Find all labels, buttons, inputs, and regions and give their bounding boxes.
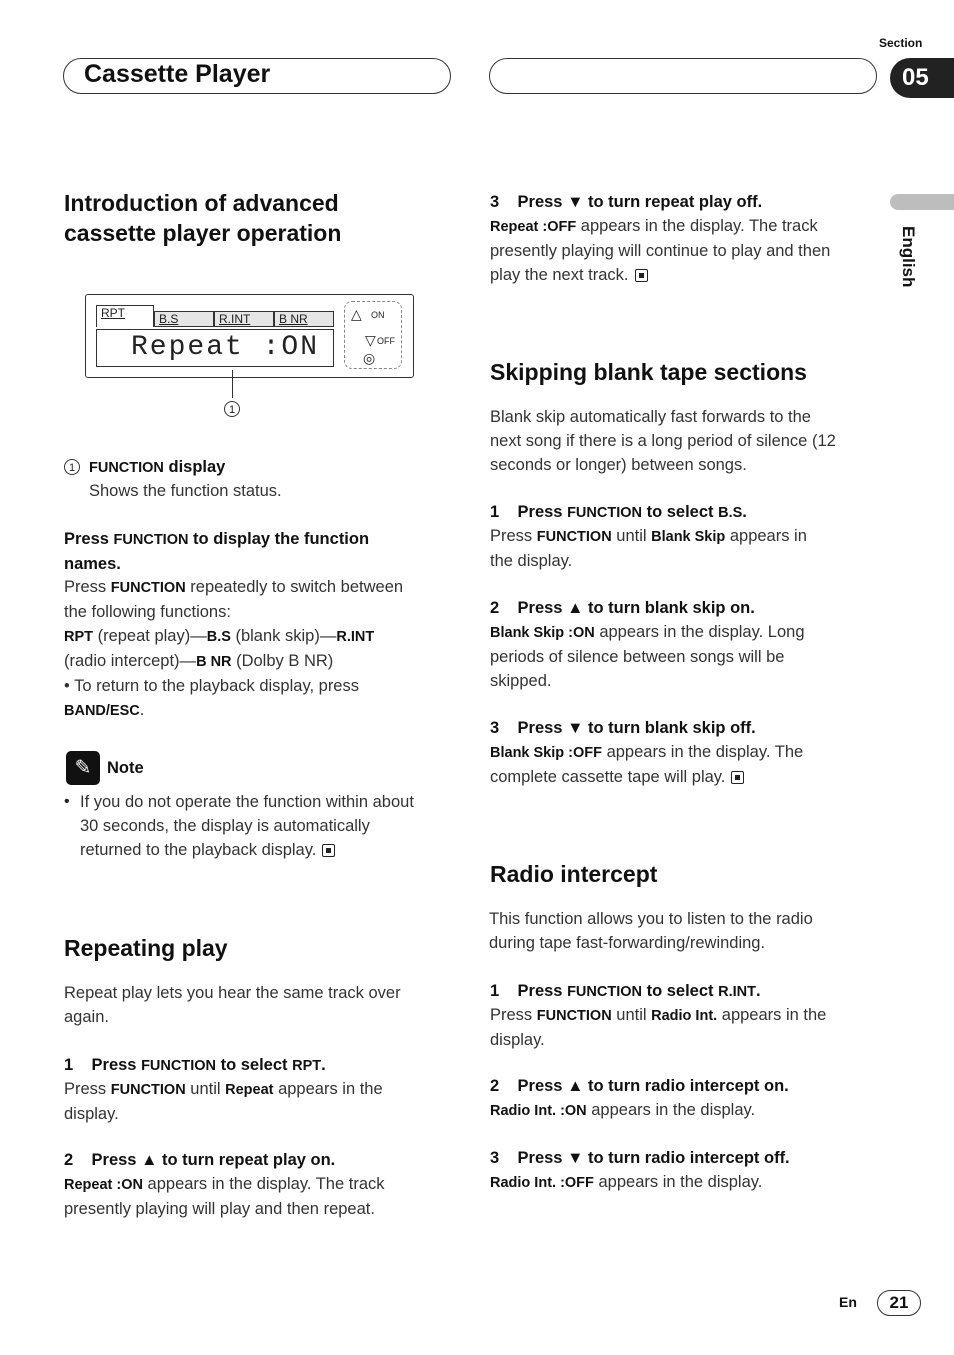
section-label: Section <box>879 36 923 50</box>
side-tab-marker <box>890 194 954 210</box>
page-number: 21 <box>877 1290 921 1316</box>
note-label: Note <box>107 759 144 777</box>
radio-step3-body: Radio Int. :OFF appears in the display. <box>490 1173 763 1191</box>
lcd-screen-text: Repeat :ON <box>96 329 334 367</box>
joystick-icon: ◎ <box>363 350 376 366</box>
blank-heading: Skipping blank tape sections <box>490 359 807 385</box>
down-arrow-icon: ▽ <box>365 332 376 348</box>
repeating-step1-title: 1 Press FUNCTION to select RPT. <box>64 1056 326 1074</box>
blank-step3-title: 3 Press ▼ to turn blank skip off. <box>490 719 756 737</box>
end-mark-icon <box>322 844 335 857</box>
intro-heading <box>64 188 341 248</box>
repeating-step1-body: Press FUNCTION until Repeat appears in the display. <box>64 1080 383 1123</box>
radio-step2-title: 2 Press ▲ to turn radio intercept on. <box>490 1077 789 1095</box>
off-label: OFF <box>377 336 395 346</box>
note-bullet: • <box>64 793 70 810</box>
repeating-heading: Repeating play <box>64 935 228 961</box>
lcd-tab-rpt: RPT <box>96 305 154 327</box>
blank-desc: Blank skip automatically fast forwards to the next song if there is a long period of silence (12 seconds or longer) between songs. <box>490 408 836 474</box>
footer-language: En <box>839 1294 857 1310</box>
callout-line <box>232 370 233 398</box>
end-mark-icon <box>635 269 648 282</box>
blank-step1-body: Press FUNCTION until Blank Skip appears in the display. <box>490 527 807 570</box>
lcd-tab-bnr: B NR <box>274 311 334 327</box>
blank-step3-body: Blank Skip :OFF appears in the display. The complete cassette tape will play. <box>490 743 804 786</box>
radio-step1-title: 1 Press FUNCTION to select R.INT. <box>490 982 761 1000</box>
up-arrow-icon: △ <box>351 306 362 322</box>
intro-heading-line2: cassette player operation <box>64 220 342 246</box>
page-title: Cassette Player <box>84 60 271 88</box>
radio-step1-body: Press FUNCTION until Radio Int. appears in the display. <box>490 1006 827 1049</box>
header-empty-frame <box>489 58 877 94</box>
legend-title: FUNCTION display <box>89 458 226 476</box>
lcd-tab-rint: R.INT <box>214 311 274 327</box>
function-step-title: Press FUNCTION to display the function names. <box>64 530 370 573</box>
lcd-tab-bs: B.S <box>154 311 214 327</box>
end-mark-icon <box>731 771 744 784</box>
intro-heading-line1: Introduction of advanced <box>64 190 339 216</box>
radio-step2-body: Radio Int. :ON appears in the display. <box>490 1101 756 1119</box>
repeating-step3-body: Repeat :OFF appears in the display. The track presently playing will continue to play and then play the next track. <box>490 217 831 284</box>
repeating-step2-title: 2 Press ▲ to turn repeat play on. <box>64 1151 336 1169</box>
blank-step1-title: 1 Press FUNCTION to select B.S. <box>490 503 747 521</box>
legend-description: Shows the function status. <box>89 482 282 500</box>
repeating-step3-title: 3 Press ▼ to turn repeat play off. <box>490 193 763 211</box>
radio-heading: Radio intercept <box>490 861 658 887</box>
section-number: 05 <box>890 58 954 98</box>
note-pencil-icon: ✎ <box>66 751 100 785</box>
callout-marker: 1 <box>224 400 240 418</box>
radio-step3-title: 3 Press ▼ to turn radio intercept off. <box>490 1149 790 1167</box>
repeating-desc: Repeat play lets you hear the same track over again. <box>64 984 401 1026</box>
blank-step2-body: Blank Skip :ON appears in the display. Long periods of silence between songs will be skipped. <box>490 623 805 690</box>
function-step-body: Press FUNCTION repeatedly to switch between the following functions: RPT (repeat play)—B.S (blank skip)—R.INT (radio intercept)—B NR (Dolby B NR) • To return to the playback display, press BAND/ESC. <box>64 578 404 719</box>
lcd-arrow-icons <box>344 301 402 369</box>
legend-marker: 1 <box>64 458 80 476</box>
lcd-display-illustration <box>85 294 414 378</box>
on-label: ON <box>371 310 385 320</box>
repeating-step2-body: Repeat :ON appears in the display. The track presently playing will play and then repeat. <box>64 1175 385 1218</box>
note-text: If you do not operate the function within about 30 seconds, the display is automatically returned to the playback display. <box>80 793 414 859</box>
blank-step2-title: 2 Press ▲ to turn blank skip on. <box>490 599 755 617</box>
side-language-label: English <box>899 226 918 288</box>
radio-desc: This function allows you to listen to the radio during tape fast-forwarding/rewinding. <box>489 910 813 952</box>
